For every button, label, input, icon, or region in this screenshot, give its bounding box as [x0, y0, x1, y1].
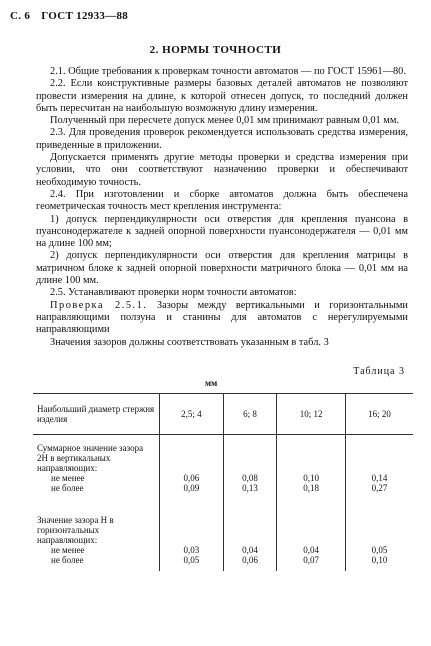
paragraph-2-2: 2.2. Если конструктивные размеры базовых деталей автоматов не позволяют провести измерения на длине, к которой отнесен допуск, то последний должен быть пересчитан на наибольшую возможную длину измерения. [36, 78, 408, 114]
page-header [10, 10, 136, 22]
header-diameter-label: Наибольший диаметр стержня изделия [33, 394, 160, 435]
table-cell: 0,13 [242, 483, 258, 493]
paragraph-2-1: 2.1. Общие требования к проверкам точности автоматов — по ГОСТ 15961—80. [50, 66, 406, 77]
table-cell: 0,04 [303, 545, 319, 555]
table-cell: 0,07 [303, 555, 319, 565]
table-cell: 0,05 [371, 545, 388, 555]
paragraph-2-5: 2.5. Устанавливают проверки норм точности автоматов: [50, 287, 297, 299]
table-cell: 0,03 [183, 545, 200, 555]
table-header-row [33, 394, 413, 435]
table-group-row [33, 435, 413, 494]
table-caption: Таблица 3 [353, 366, 405, 377]
table-cell: 0,09 [183, 483, 200, 493]
paragraph-item-2: 2) допуск перпендикулярности оси отверстия для крепления матрицы в матричном блоке к задней опорной поверхности матричного блока — 0,01 мм на длине 100 мм. [36, 250, 408, 287]
table-cell: 0,06 [183, 473, 200, 483]
group-label-horizontal: Значение зазора H в горизонтальных направляющих: [37, 515, 114, 545]
table-cell: 0,14 [371, 473, 388, 483]
group-label-vertical: Суммарное значение зазора 2H в вертикальных направляющих: [37, 443, 144, 473]
table-group-row [33, 493, 413, 571]
header-col-2: 6; 8 [223, 394, 276, 435]
page-number: С. 6 [10, 10, 31, 22]
row-label: не менее [51, 545, 85, 555]
tolerance-table [33, 393, 413, 571]
header-col-3: 10; 12 [277, 394, 346, 435]
header-col-1: 2,5; 4 [160, 394, 224, 435]
body-text [36, 66, 408, 349]
table-unit: мм [205, 378, 218, 388]
paragraph-other-methods: Допускается применять другие методы проверки и средства измерения при условии, что они соответствуют назначению проверки и обеспечивают необходимую точность. [36, 152, 408, 188]
table-cell: 0,05 [183, 555, 200, 565]
table-cell: 0,04 [242, 545, 258, 555]
table-cell: 0,08 [242, 473, 258, 483]
paragraph-table-ref: Значения зазоров должны соответствовать указанным в табл. 3 [50, 336, 329, 348]
row-label: не более [51, 555, 84, 565]
paragraph-item-1: 1) допуск перпендикулярности оси отверстия для крепления пуансона в пуансонодержателе к задней опорной поверхности пуансонодержателя — 0,01 мм на длине 100 мм; [36, 213, 408, 250]
standard-id: ГОСТ 12933—88 [41, 10, 129, 22]
check-text: Зазоры между вертикальными и горизонтальными направляющими ползуна и станины для автоматов с нерегулируемыми направляющими [36, 299, 408, 336]
section-title: 2. НОРМЫ ТОЧНОСТИ [149, 44, 282, 56]
row-label: не менее [51, 473, 85, 483]
paragraph-2-3: 2.3. Для проведения проверок рекомендуется использовать средства измерения, приведенные в приложении. [36, 127, 408, 151]
check-label: Проверка 2.5.1. [50, 299, 148, 311]
table-cell: 0,27 [371, 483, 388, 493]
paragraph-tolerance-note: Полученный при пересчете допуск менее 0,01 мм принимают равным 0,01 мм. [50, 115, 400, 127]
table-cell: 0,18 [303, 483, 319, 493]
table-cell: 0,10 [303, 473, 319, 483]
check-2-5-1 [36, 300, 408, 337]
table-cell: 0,06 [242, 555, 258, 565]
row-label: не более [51, 483, 84, 493]
header-col-4: 16; 20 [345, 394, 413, 435]
table-cell: 0,10 [371, 555, 388, 565]
paragraph-2-4: 2.4. При изготовлении и сборке автоматов должна быть обеспечена геометрическая точность мест крепления инструмента: [36, 188, 408, 213]
